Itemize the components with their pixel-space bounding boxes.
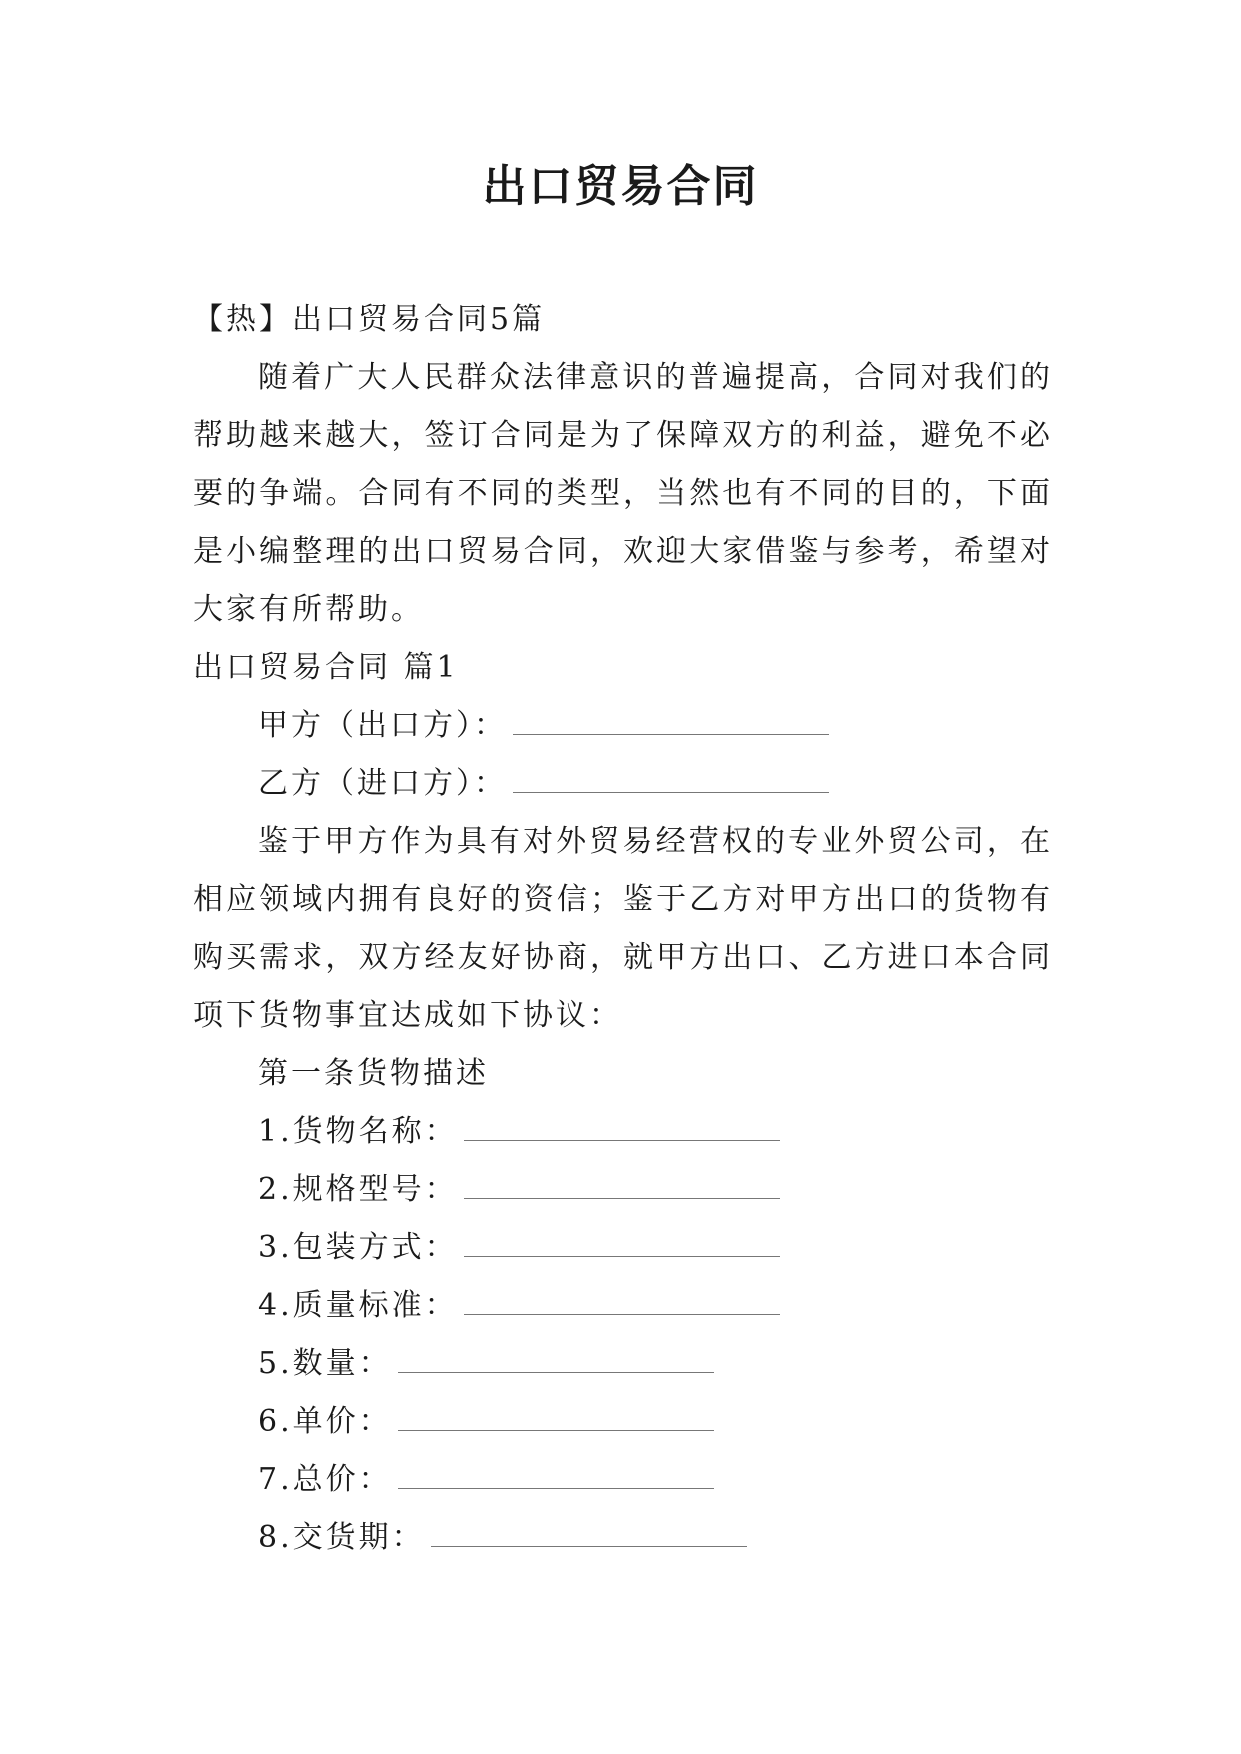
item-label: 8.交货期：	[258, 1520, 425, 1555]
item-blank	[431, 1516, 747, 1547]
item-blank	[398, 1342, 714, 1373]
item-blank	[398, 1400, 714, 1431]
party-a-line	[193, 697, 1053, 755]
article-1-heading: 第一条货物描述	[258, 1056, 489, 1091]
party-b-line	[193, 755, 1053, 813]
item-line	[193, 1277, 1053, 1335]
section-heading: 出口贸易合同 篇1	[193, 650, 459, 685]
intro-paragraph: 随着广大人民群众法律意识的普遍提高，合同对我们的帮助越来越大，签订合同是为了保障双方的利益，避免不必要的争端。合同有不同的类型，当然也有不同的目的，下面是小编整理的出口贸易合同，欢迎大家借鉴与参考，希望对大家有所帮助。	[193, 360, 1053, 627]
item-label: 3.包装方式：	[258, 1230, 458, 1265]
item-label: 6.单价：	[258, 1404, 392, 1439]
party-a-label: 甲方（出口方）：	[258, 708, 507, 743]
item-label: 7.总价：	[258, 1462, 392, 1497]
item-blank	[464, 1284, 780, 1315]
party-b-label: 乙方（进口方）：	[258, 766, 507, 801]
item-label: 1.货物名称：	[258, 1114, 458, 1149]
party-b-blank	[513, 762, 829, 793]
item-line	[193, 1161, 1053, 1219]
item-line	[193, 1103, 1053, 1161]
item-label: 4.质量标准：	[258, 1288, 458, 1323]
item-blank	[398, 1458, 714, 1489]
item-blank	[464, 1226, 780, 1257]
document-body	[193, 291, 1053, 1567]
item-label: 2.规格型号：	[258, 1172, 458, 1207]
item-line	[193, 1335, 1053, 1393]
item-blank	[464, 1168, 780, 1199]
item-line	[193, 1393, 1053, 1451]
item-label: 5.数量：	[258, 1346, 392, 1381]
item-line	[193, 1509, 1053, 1567]
item-blank	[464, 1110, 780, 1141]
item-line	[193, 1451, 1053, 1509]
preamble-paragraph: 鉴于甲方作为具有对外贸易经营权的专业外贸公司，在相应领域内拥有良好的资信；鉴于乙方对甲方出口的货物有购买需求，双方经友好协商，就甲方出口、乙方进口本合同项下货物事宜达成如下协议：	[193, 824, 1053, 1033]
document-title: 出口贸易合同	[482, 161, 759, 212]
party-a-blank	[513, 704, 829, 735]
item-line	[193, 1219, 1053, 1277]
document-subtitle: 【热】出口贸易合同5篇	[193, 302, 546, 337]
